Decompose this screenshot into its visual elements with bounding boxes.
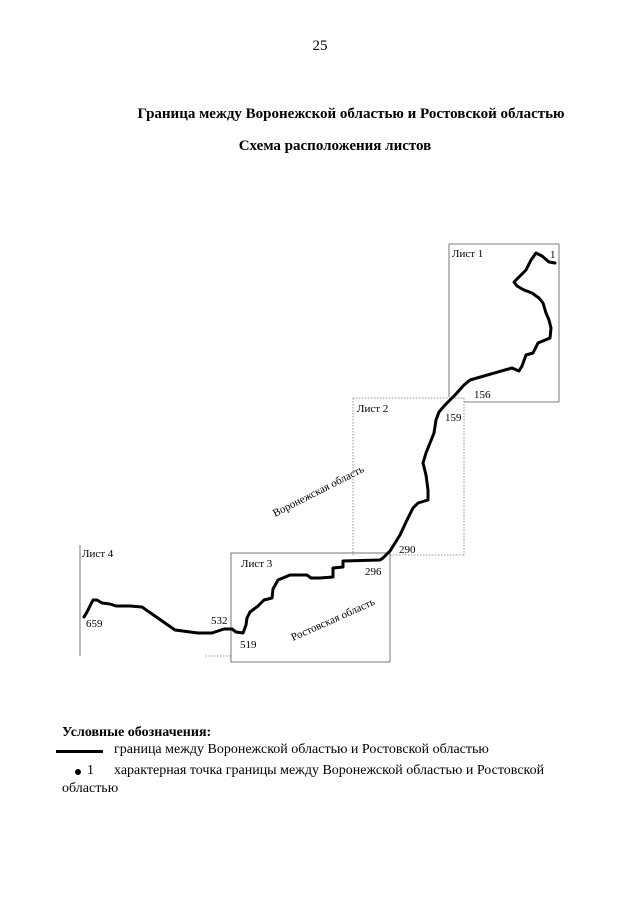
point-label-159: 159 <box>445 412 462 424</box>
legend-title: Условные обозначения: <box>62 725 212 740</box>
document-title: Граница между Воронежской областью и Ростовской областью <box>137 106 565 122</box>
point-label-519: 519 <box>240 639 257 651</box>
sheet-label-2: Лист 2 <box>357 403 389 415</box>
legend-point-icon <box>75 769 81 775</box>
legend-line-symbol <box>56 750 103 753</box>
legend-line-label: граница между Воронежской областью и Ростовской областью <box>114 742 489 757</box>
document-subtitle: Схема расположения листов <box>238 138 432 154</box>
region-label-voronezh: Воронежская область <box>270 463 367 520</box>
sheet-label-4: Лист 4 <box>82 548 114 560</box>
sheet-frame-1 <box>449 244 559 402</box>
point-label-290: 290 <box>399 544 416 556</box>
page-number: 25 <box>312 38 328 54</box>
point-label-532: 532 <box>211 615 228 627</box>
point-label-296: 296 <box>365 566 382 578</box>
region-label-rostov: Ростовская область <box>289 595 377 644</box>
legend-point-label: характерная точка границы между Воронежской областью и Ростовской <box>114 763 545 778</box>
point-label-659: 659 <box>86 618 103 630</box>
boundary-line <box>84 253 555 633</box>
sheet-frame-4 <box>80 545 231 656</box>
legend-point-number: 1 <box>87 763 94 778</box>
sheet-label-1: Лист 1 <box>452 248 484 260</box>
legend-point-label-cont: областью <box>62 781 119 796</box>
sheet-label-3: Лист 3 <box>241 558 273 570</box>
point-label-156: 156 <box>474 389 491 401</box>
point-label-1: 1 <box>550 249 556 261</box>
